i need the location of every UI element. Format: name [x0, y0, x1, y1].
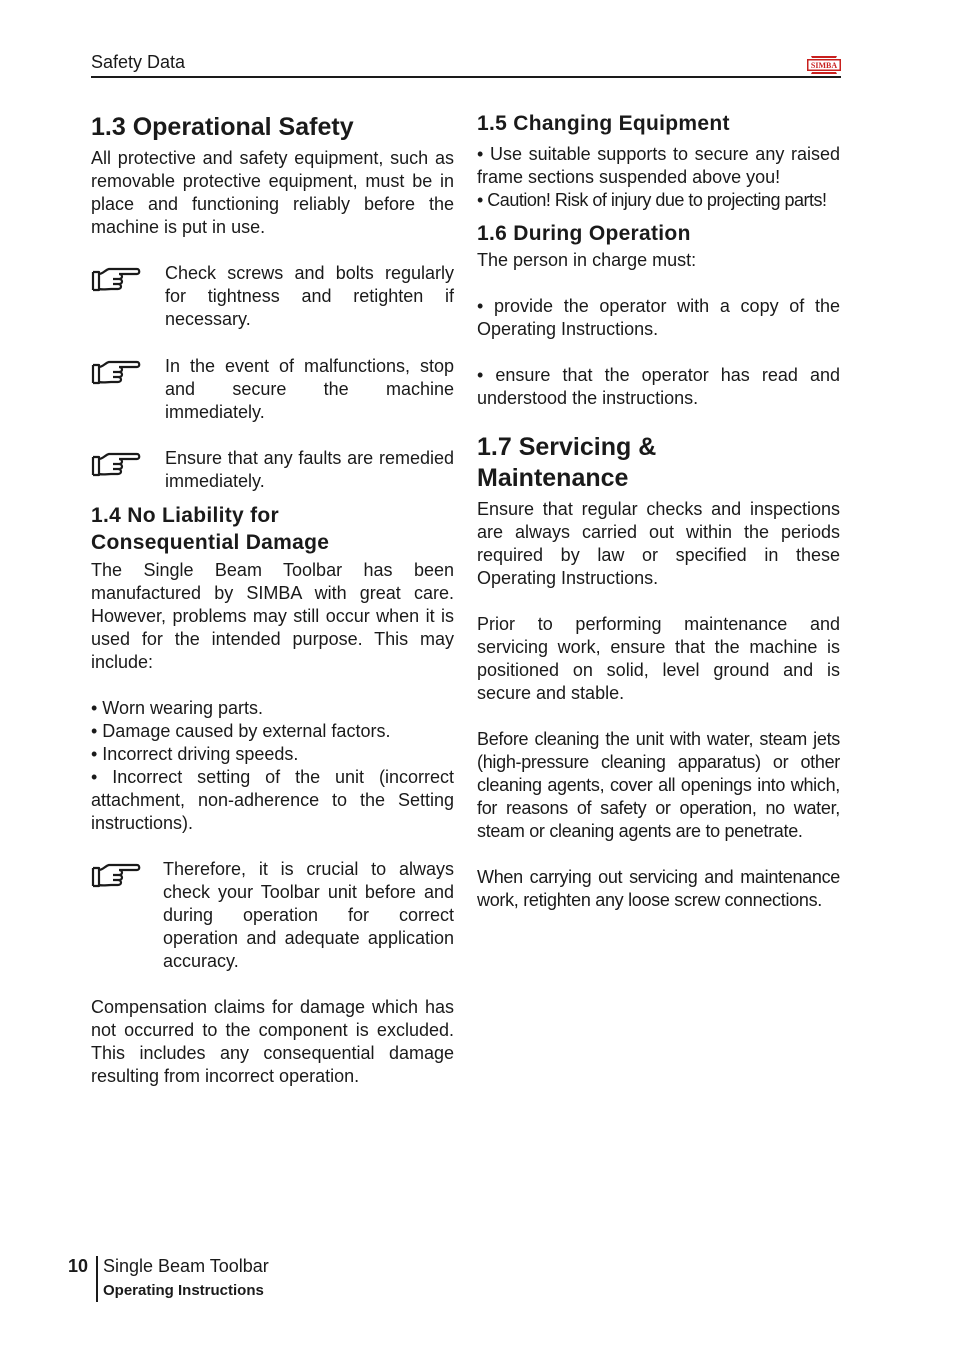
- note-4-text: Therefore, it is crucial to always check your Toolbar unit before and during operation for correct operation and adequate application accuracy.: [163, 859, 454, 971]
- right-column: [477, 108, 840, 912]
- note-3-text: Ensure that any faults are remedied immediately.: [165, 448, 454, 491]
- note-3: [91, 447, 454, 493]
- section-1-7-title-line2: Maintenance: [477, 464, 629, 492]
- footer-divider: [96, 1256, 98, 1302]
- compensation-paragraph: Compensation claims for damage which has not occurred to the component is excluded. This includes any consequential damage resulting from incorrect operation.: [91, 997, 454, 1086]
- footer-subtitle: Operating Instructions: [103, 1282, 264, 1299]
- bullet-item: • Worn wearing parts.: [91, 698, 264, 718]
- note-4: [91, 858, 454, 973]
- section-1-6-item: • ensure that the operator has read and understood the instructions.: [477, 365, 840, 408]
- bullet-item: • Incorrect setting of the unit (incorrect attachment, non-adherence to the Setting instructions).: [91, 767, 454, 833]
- section-1-4-intro: The Single Beam Toolbar has been manufactured by SIMBA with great care. However, problems may still occur when it is used for the intended purpose. This may include:: [91, 560, 454, 672]
- footer-title: Single Beam Toolbar: [103, 1256, 269, 1276]
- simba-logo: [807, 56, 841, 74]
- bullet-item: • Damage caused by external factors.: [91, 721, 391, 741]
- section-1-5-title: 1.5 Changing Equipment: [477, 112, 730, 135]
- note-2: [91, 355, 454, 424]
- section-1-7-title-line1: 1.7 Servicing &: [477, 433, 657, 461]
- section-1-6-intro: The person in charge must:: [477, 250, 697, 270]
- section-header-title: Safety Data: [91, 52, 186, 72]
- header-rule: [91, 76, 841, 78]
- pointing-hand-icon: [91, 355, 165, 392]
- section-1-7-paragraph: Ensure that regular checks and inspections are always carried out within the periods required by law or specified in these Operating Instructions.: [477, 499, 840, 588]
- section-1-5-item: • Caution! Risk of injury due to projecting parts!: [477, 190, 827, 210]
- section-1-5-item: • Use suitable supports to secure any raised frame sections suspended above you!: [477, 144, 840, 187]
- pointing-hand-icon: [91, 858, 163, 895]
- left-column: [91, 108, 454, 1088]
- section-1-3-title: 1.3 Operational Safety: [91, 113, 354, 141]
- page-number: 10: [68, 1256, 89, 1276]
- section-1-6-title: 1.6 During Operation: [477, 222, 691, 245]
- pointing-hand-icon: [91, 447, 165, 484]
- section-1-4-heading: [91, 502, 454, 556]
- pointing-hand-icon: [91, 262, 165, 299]
- note-1-text: Check screws and bolts regularly for tightness and retighten if necessary.: [165, 263, 454, 329]
- section-1-7-heading: [477, 432, 840, 494]
- section-1-7-paragraph: Before cleaning the unit with water, steam jets (high-pressure cleaning apparatus) or other cleaning agents, cover all openings into which, for reasons of safety or operation, no water, steam or cleaning agents are to penetrate.: [477, 729, 840, 841]
- note-1: [91, 262, 454, 331]
- bullet-item: • Incorrect driving speeds.: [91, 744, 299, 764]
- section-1-4-title-line1: 1.4 No Liability for: [91, 504, 280, 527]
- note-2-text: In the event of malfunctions, stop and secure the machine immediately.: [165, 356, 454, 422]
- section-1-4-title-line2: Consequential Damage: [91, 531, 330, 554]
- section-1-7-paragraph: Prior to performing maintenance and servicing work, ensure that the machine is positioned on solid, level ground and is secure and stable.: [477, 614, 840, 703]
- section-1-7-paragraph: When carrying out servicing and maintenance work, retighten any loose screw connections.: [477, 867, 840, 910]
- section-1-6-item: • provide the operator with a copy of the Operating Instructions.: [477, 296, 840, 339]
- svg-text:SIMBA: SIMBA: [810, 61, 838, 71]
- section-1-3-intro: All protective and safety equipment, such as removable protective equipment, must be in place and functioning reliably before the machine is put in use.: [91, 148, 454, 237]
